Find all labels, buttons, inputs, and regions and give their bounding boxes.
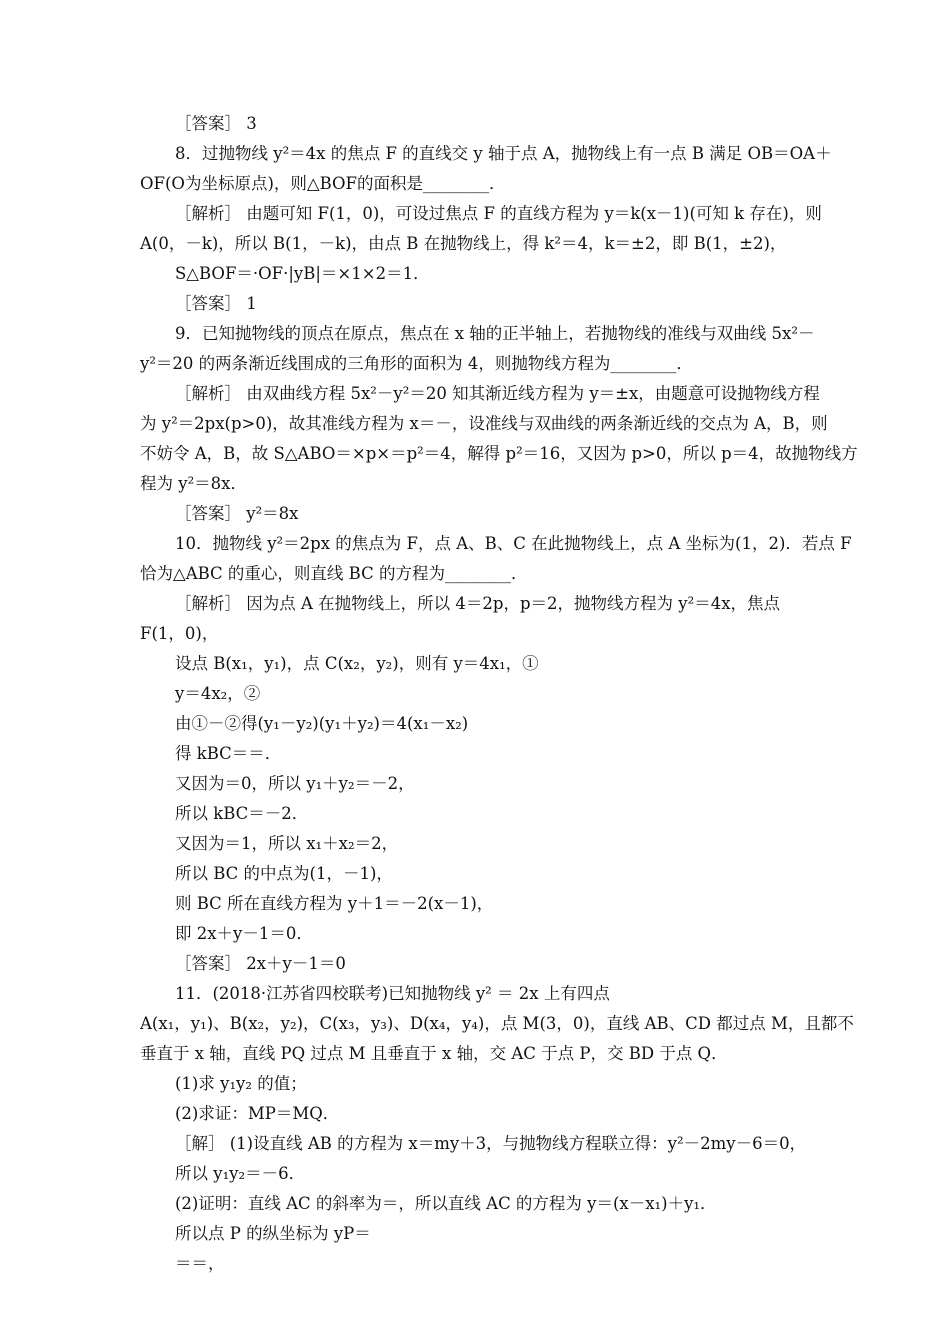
solution-line: 为 y²＝2px(p>0)，故其准线方程为 x＝－，设准线与双曲线的两条渐近线的交点为 A，B，则 [140,414,828,433]
solution-line: ［解析］ 因为点 A 在抛物线上，所以 4＝2p，p＝2，抛物线方程为 y²＝4x，焦点 [175,594,780,613]
answer-line: ［答案］ y²＝8x [175,504,299,523]
solution-line: 所以 y₁y₂＝－6． [175,1164,306,1183]
question-line: 11．(2018·江苏省四校联考)已知抛物线 y² ＝ 2x 上有四点 [175,984,610,1003]
question-line: 9．已知抛物线的顶点在原点，焦点在 x 轴的正半轴上，若抛物线的准线与双曲线 5x²－ [175,324,815,343]
question-line: A(x₁，y₁)、B(x₂，y₂)，C(x₃，y₃)、D(x₄，y₄)，点 M(3，0)，直线 AB、CD 都过点 M，且都不 [140,1014,854,1033]
answer-line: ［答案］ 1 [175,294,257,313]
solution-line: 设点 B(x₁，y₁)，点 C(x₂，y₂)，则有 y＝4x₁，① [175,654,539,673]
solution-line: ＝＝， [175,1254,225,1273]
solution-line: 不妨令 A，B，故 S△ABO＝×p×＝p²＝4，解得 p²＝16，又因为 p>0，所以 p＝4，故抛物线方 [140,444,858,463]
solution-line: 又因为＝1，所以 x₁＋x₂＝2， [175,834,399,853]
solution-line: ［解］ (1)设直线 AB 的方程为 x＝my＋3，与抛物线方程联立得：y²－2my－6＝0， [175,1134,807,1153]
solution-line: 所以点 P 的纵坐标为 yP＝ [175,1224,371,1243]
solution-line: 即 2x＋y－1＝0． [175,924,313,943]
solution-line: (2)证明：直线 AC 的斜率为＝，所以直线 AC 的方程为 y＝(x－x₁)＋y₁． [175,1194,717,1213]
question-line: y²＝20 的两条渐近线围成的三角形的面积为 4，则抛物线方程为________． [140,354,693,373]
answer-line: ［答案］ 2x＋y－1＝0 [175,954,346,973]
solution-line: 由①－②得(y₁－y₂)(y₁＋y₂)＝4(x₁－x₂) [175,714,469,733]
solution-line: S△BOF＝·OF·|yB|＝×1×2＝1． [175,264,430,283]
question-line: 10．抛物线 y²＝2px 的焦点为 F，点 A、B、C 在此抛物线上，点 A 坐标为(1，2)．若点 F [175,534,852,553]
solution-line: ［解析］ 由题可知 F(1，0)，可设过焦点 F 的直线方程为 y＝k(x－1)(可知 k 存在)，则 [175,204,822,223]
solution-line: 程为 y²＝8x． [140,474,247,493]
solution-line: A(0，－k)，所以 B(1，－k)，由点 B 在抛物线上，得 k²＝4，k＝±2，即 B(1，±2)， [140,234,787,253]
question-line: 恰为△ABC 的重心，则直线 BC 的方程为________． [140,564,528,583]
question-line: 8．过抛物线 y²＝4x 的焦点 F 的直线交 y 轴于点 A，抛物线上有一点 B 满足 OB＝OA＋ [175,144,832,163]
question-line: 垂直于 x 轴，直线 PQ 过点 M 且垂直于 x 轴，交 AC 于点 P，交 BD 于点 Q． [140,1044,728,1063]
solution-line: 所以 kBC＝－2． [175,804,309,823]
solution-line: 所以 BC 的中点为(1，－1)， [175,864,393,883]
question-line: (2)求证：MP＝MQ． [175,1104,340,1123]
solution-line: F(1，0)， [140,624,219,643]
answer-line: ［答案］ 3 [175,114,257,133]
solution-line: 又因为＝0，所以 y₁＋y₂＝－2， [175,774,415,793]
solution-line: ［解析］ 由双曲线方程 5x²－y²＝20 知其渐近线方程为 y＝±x，由题意可设抛物线方程 [175,384,820,403]
question-line: OF(O为坐标原点)，则△BOF的面积是________． [140,174,506,193]
solution-line: 得 kBC＝＝． [175,744,282,763]
question-line: (1)求 y₁y₂ 的值； [175,1074,307,1093]
solution-line: y＝4x₂，② [175,684,261,703]
solution-line: 则 BC 所在直线方程为 y＋1＝－2(x－1)， [175,894,494,913]
